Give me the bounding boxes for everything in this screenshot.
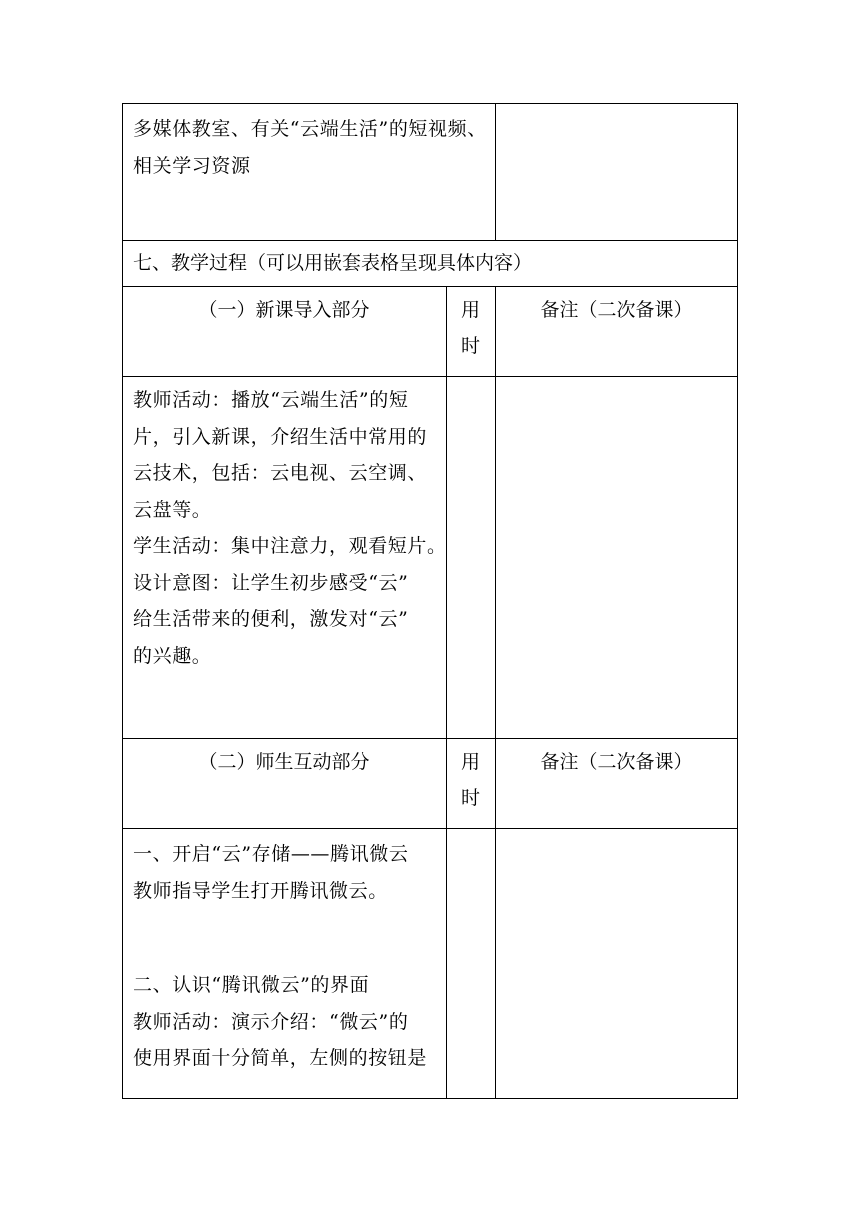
content-line: 云盘等。 [133, 498, 212, 521]
row-divider [122, 240, 738, 241]
part2-note-header: 备注（二次备课） [540, 751, 693, 773]
row-divider [122, 286, 738, 287]
resources-cell [133, 111, 487, 184]
part1-content [133, 382, 447, 674]
content-line: 使用界面十分简单，左侧的按钮是 [133, 1047, 428, 1069]
content-line-blank [133, 909, 427, 967]
content-line: 教师活动：演示介绍：“微云”的 [133, 1010, 409, 1033]
content-line: 二、认识“腾讯微云”的界面 [133, 974, 370, 996]
content-line: 教师指导学生打开腾讯微云。 [133, 879, 388, 902]
content-line: 云技术，包括：云电视、云空调、 [133, 462, 428, 484]
row-divider [122, 828, 738, 829]
section-title: 七、教学过程（可以用嵌套表格呈现具体内容） [133, 252, 533, 274]
part1-time-header [446, 292, 495, 364]
content-line: 学生活动：集中注意力，观看短片。 [133, 535, 447, 557]
content-line: 片，引入新课，介绍生活中常用的 [133, 425, 428, 448]
column-divider [495, 103, 496, 240]
content-line: 给生活带来的便利，激发对“云” [133, 608, 409, 630]
content-line: 设计意图：让学生初步感受“云” [133, 571, 409, 594]
time-header-char: 用 [460, 751, 480, 773]
part1-title: （一）新课导入部分 [198, 299, 370, 321]
time-header-char: 时 [460, 787, 480, 809]
row-divider [122, 738, 738, 739]
resources-line: 相关学习资源 [133, 154, 251, 177]
content-line: 教师活动：播放“云端生活”的短 [133, 389, 409, 411]
part2-title: （二）师生互动部分 [198, 751, 370, 773]
part2-content [133, 836, 427, 1077]
resources-line: 多媒体教室、有关“云端生活”的短视频、 [133, 118, 487, 140]
row-divider [122, 376, 738, 377]
time-header-char: 时 [460, 335, 480, 357]
column-divider [495, 286, 496, 1099]
part1-note-header: 备注（二次备课） [540, 299, 693, 321]
content-line: 一、开启“云”存储——腾讯微云 [133, 843, 409, 865]
time-header-char: 用 [460, 299, 480, 321]
part2-time-header [446, 744, 495, 816]
content-line: 的兴趣。 [133, 644, 212, 667]
